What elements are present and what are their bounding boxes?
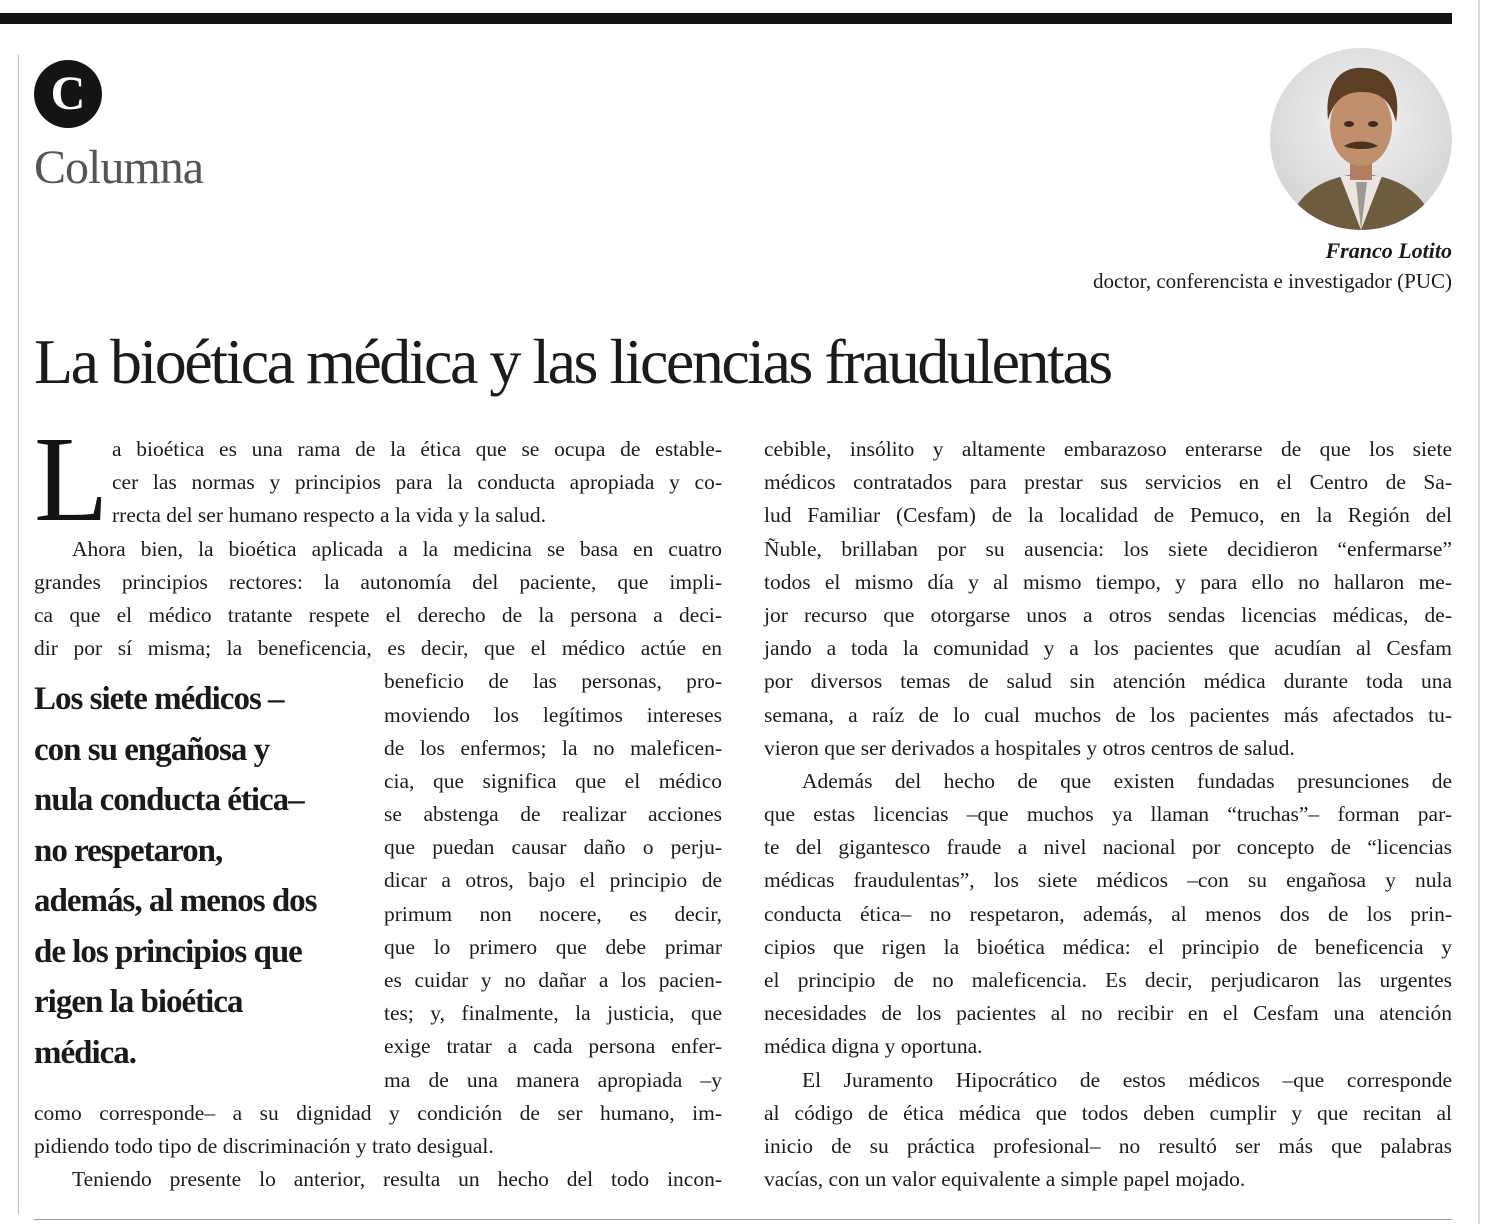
paragraph-line: Teniendo presente lo anterior, resulta un hecho del todo incon-	[72, 1167, 722, 1192]
pull-quote-line: con su engañosa y	[34, 731, 270, 768]
paragraph-line: Ñuble, brillaban por su ausencia: los siete decidieron “enfermarse”	[764, 536, 1452, 561]
paragraph-line: como corresponde– a su dignidad y condición de ser humano, im-	[34, 1100, 722, 1125]
section-badge-icon: C	[34, 60, 102, 128]
paragraph-line: médica digna y oportuna.	[764, 1034, 983, 1059]
pull-quote-line: nula conducta ética–	[34, 782, 304, 818]
pull-quote-line: además, al menos dos	[34, 883, 317, 919]
page-edge	[1478, 0, 1480, 1224]
paragraph-line: Además del hecho de que existen fundadas presunciones de	[802, 768, 1452, 793]
paragraph-line: rrecta del ser humano respecto a la vida y la salud.	[112, 503, 546, 528]
paragraph-line: moviendo los legítimos intereses	[384, 702, 722, 727]
pull-quote	[34, 674, 374, 1078]
paragraph-line: tes; y, finalmente, la justicia, que	[384, 1001, 722, 1026]
paragraph-line: te del gigantesco fraude a nivel nacional por concepto de “licencias	[764, 835, 1452, 860]
paragraph-line: cia, que significa que el médico	[384, 768, 722, 793]
pull-quote-line: no respetaron,	[34, 832, 223, 869]
paragraph-line: primum non nocere, es decir,	[384, 901, 722, 926]
paragraph-line: El Juramento Hipocrático de estos médicos –que corresponde	[802, 1067, 1452, 1092]
paragraph-line: semana, a raíz de lo cual muchos de los pacientes más afectados tu-	[764, 702, 1452, 727]
paragraph-line: que estas licencias –que muchos ya llaman “truchas”– forman par-	[764, 802, 1452, 827]
author-role: doctor, conferencista e investigador (PUC)	[1093, 269, 1452, 293]
paragraph-line: de los enfermos; la no maleficen-	[384, 735, 722, 760]
pull-quote-line: Los siete médicos –	[34, 681, 284, 717]
paragraph-line: dir por sí misma; la beneficencia, es decir, que el médico actúe en	[34, 636, 722, 661]
paragraph-line: médicas fraudulentas”, los siete médicos –con su engañosa y nula	[764, 868, 1452, 893]
left-rule	[18, 55, 19, 1215]
author-name: Franco Lotito	[1325, 238, 1452, 263]
pull-quote-line: rigen la bioética	[34, 984, 243, 1020]
paragraph-line: necesidades de los pacientes al no recibir en el Cesfam una atención	[764, 1001, 1452, 1026]
paragraph-line: beneficio de las personas, pro-	[384, 669, 722, 694]
paragraph-line: jor recurso que otorgarse unos a otros sendas licencias médicas, de-	[764, 602, 1452, 627]
paragraph-line: dicar a otros, bajo el principio de	[384, 868, 722, 893]
paragraph-line: cebible, insólito y altamente embarazoso enterarse de que los siete	[764, 437, 1452, 461]
paragraph-line: vieron que ser derivados a hospitales y otros centros de salud.	[764, 735, 1295, 760]
paragraph-line: cer las normas y principios para la conducta apropiada y co-	[112, 470, 722, 495]
pull-quote-line: de los principios que	[34, 933, 302, 970]
byline	[1093, 237, 1452, 297]
paragraph-line: cipios que rigen la bioética médica: el principio de beneficencia y	[764, 934, 1452, 959]
paragraph-line: jando a toda la comunidad y a los pacientes que acudían al Cesfam	[764, 636, 1452, 661]
paragraph-line: pidiendo todo tipo de discriminación y trato desigual.	[34, 1133, 494, 1158]
paragraph-line: lud Familiar (Cesfam) de la localidad de Pemuco, en la Región del	[764, 503, 1452, 528]
paragraph-line: es cuidar y no dañar a los pacien-	[384, 968, 722, 992]
headline: La bioética médica y las licencias fraudulentas	[34, 326, 1111, 397]
paragraph-line: el principio de no maleficencia. Es decir, perjudicaron las urgentes	[764, 968, 1452, 992]
author-photo	[1270, 48, 1452, 230]
section-label: Columna	[34, 141, 203, 194]
paragraph-line: vacías, con un valor equivalente a simple papel mojado.	[764, 1167, 1246, 1192]
top-rule	[0, 13, 1452, 24]
paragraph-line: ma de una manera apropiada –y	[384, 1067, 722, 1092]
paragraph-line: al código de ética médica que todos deben cumplir y que recitan al	[764, 1100, 1452, 1125]
paragraph-line: que puedan causar daño o perju-	[384, 835, 722, 860]
paragraph-line: conducta ética– no respetaron, además, al menos dos de los prin-	[764, 901, 1452, 926]
paragraph-line: médicos contratados para prestar sus servicios en el Centro de Sa-	[764, 470, 1452, 495]
paragraph-line: todos el mismo día y al mismo tiempo, y para ello no hallaron me-	[764, 569, 1452, 594]
body-column-right	[764, 433, 1452, 1196]
paragraph-line: que lo primero que debe primar	[384, 934, 722, 959]
paragraph-line: por diversos temas de salud sin atención médica durante toda una	[764, 669, 1452, 694]
drop-cap: L	[34, 412, 109, 547]
paragraph-line: a bioética es una rama de la ética que se ocupa de estable-	[112, 437, 722, 461]
paragraph-line: Ahora bien, la bioética aplicada a la medicina se basa en cuatro	[72, 536, 722, 561]
bottom-rule	[34, 1219, 1452, 1220]
paragraph-line: ca que el médico tratante respete el derecho de la persona a deci-	[34, 602, 722, 627]
pull-quote-line: médica.	[34, 1034, 137, 1071]
paragraph-line: inicio de su práctica profesional– no resultó ser más que palabras	[764, 1133, 1452, 1158]
paragraph-line: grandes principios rectores: la autonomía del paciente, que impli-	[34, 569, 722, 594]
paragraph-line: se abstenga de realizar acciones	[384, 802, 722, 827]
paragraph-line: exige tratar a cada persona enfer-	[384, 1034, 722, 1059]
